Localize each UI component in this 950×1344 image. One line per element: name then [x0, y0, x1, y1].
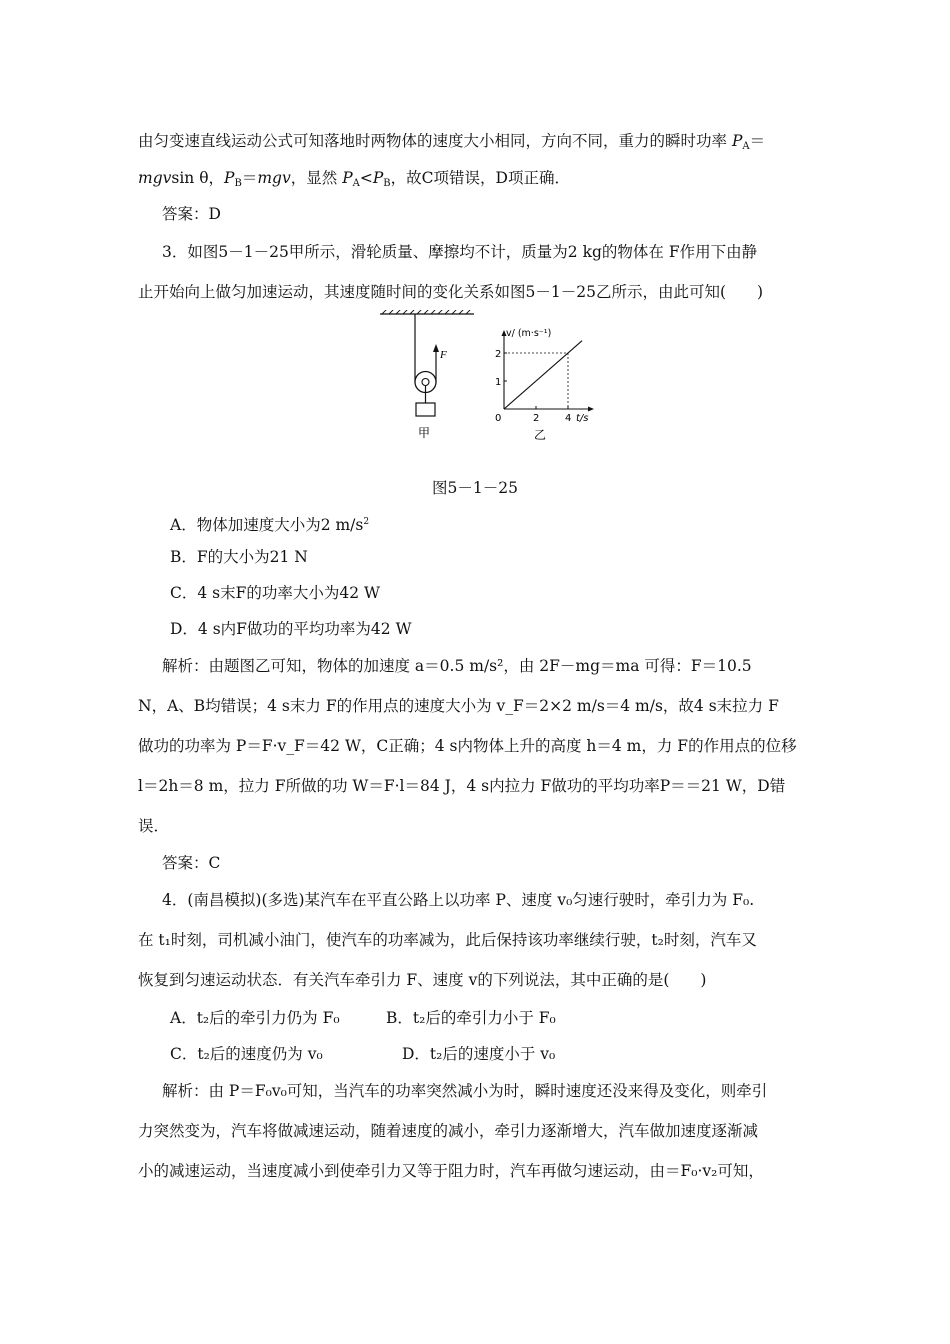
solution-3-line-2: N，A、B均错误；4 s末力 F的作用点的速度大小为 v_F＝2×2 m/s＝4 m/s，故4 s末拉力 F [138, 697, 779, 715]
subscript: B [383, 178, 391, 189]
solution-3-line-3: 做功的功率为 P＝F·v_F＝42 W，C正确；4 s内物体上升的高度 h＝4 m，力 F的作用点的位移 [138, 737, 797, 755]
solution-4-line-1: 解析：由 P＝F₀v₀可知，当汽车的功率突然减小为时，瞬时速度还没来得及变化，则牵引 [162, 1082, 768, 1100]
mass-block [416, 403, 435, 416]
x-tick-label: 2 [533, 413, 540, 424]
text-line [138, 168, 570, 194]
subscript: B [234, 178, 242, 189]
y-tick-label: 1 [495, 377, 502, 388]
answer-1: 答案：D [162, 205, 221, 223]
q4-option-b: B．t₂后的牵引力小于 F₀ [386, 1009, 556, 1027]
symbol: mgv [257, 169, 291, 187]
y-tick-label: 2 [495, 349, 502, 360]
figure-label-right: 乙 [534, 428, 547, 442]
pulley-axle [422, 379, 429, 386]
q4-option-d: D．t₂后的速度小于 v₀ [402, 1045, 556, 1063]
symbol: P [224, 169, 235, 187]
series-line [504, 341, 582, 409]
option-text: A．物体加速度大小为2 m/s [170, 516, 364, 534]
figure-caption: 图5－1－25 [432, 479, 518, 497]
solution-3-line-1: 解析：由题图乙可知，物体的加速度 a＝0.5 m/s²，由 2F－mg＝ma 可得：F＝10.5 [162, 657, 752, 675]
velocity-time-graph [480, 325, 600, 443]
question-3-line-1: 3．如图5－1－25甲所示，滑轮质量、摩擦均不计，质量为2 kg的物体在 F作用下由静 [162, 243, 758, 261]
solution-4-line-3: 小的减速运动，当速度减小到使牵引力又等于阻力时，汽车再做匀速运动，由＝F₀·v₂可知， [138, 1162, 764, 1180]
option-a [170, 512, 369, 535]
question-3-line-2: 止开始向上做匀加速运动，其速度随时间的变化关系如图5－1－25乙所示，由此可知( ) [138, 283, 764, 301]
symbol: P [731, 132, 743, 150]
text-segment: 由匀变速直线运动公式可知落地时两物体的速度大小相同，方向不同，重力的瞬时功率 [138, 132, 732, 150]
text-segment: ，故C项错误，D项正确． [390, 169, 570, 187]
text-line [138, 131, 765, 157]
answer-3: 答案：C [162, 854, 221, 872]
option-c: C．4 s末F的功率大小为42 W [170, 584, 380, 602]
text-segment: sin θ， [171, 169, 225, 187]
symbol: mgv [138, 169, 172, 187]
text-segment: ＝ [241, 169, 258, 187]
subscript: A [352, 178, 360, 189]
figure-label-left: 甲 [418, 426, 431, 440]
x-axis-label: t/s [576, 413, 589, 424]
question-4-line-3: 恢复到匀速运动状态．有关汽车牵引力 F、速度 v的下列说法，其中正确的是( ) [138, 971, 707, 989]
x-tick-label: 4 [565, 413, 572, 424]
symbol: P [372, 169, 384, 187]
x-tick-label: 0 [495, 413, 502, 424]
superscript: 2 [363, 517, 370, 527]
text-segment: < [359, 169, 373, 187]
option-d: D．4 s内F做功的平均功率为42 W [170, 620, 412, 638]
force-label: F [440, 349, 447, 361]
x-axis-arrow [588, 407, 594, 412]
option-b: B．F的大小为21 N [170, 548, 308, 566]
force-arrow [433, 344, 439, 352]
question-4-line-2: 在 t₁时刻，司机减小油门，使汽车的功率减为，此后保持该功率继续行驶，t₂时刻，汽车又 [138, 931, 757, 949]
question-4-line-1: 4．(南昌模拟)(多选)某汽车在平直公路上以功率 P、速度 v₀匀速行驶时，牵引力为 F₀. [162, 891, 755, 909]
solution-3-line-5: 误． [138, 817, 170, 835]
q4-option-c: C．t₂后的速度仍为 v₀ [170, 1045, 323, 1063]
y-axis-label: v/ (m·s⁻¹) [506, 328, 552, 339]
solution-3-line-4: l＝2h＝8 m，拉力 F所做的功 W＝F·l＝84 J，4 s内拉力 F做功的平均功率P＝＝21 W，D错 [138, 777, 786, 795]
subscript: A [742, 141, 750, 152]
text-segment: ＝ [749, 132, 766, 150]
q4-option-a: A．t₂后的牵引力仍为 F₀ [170, 1009, 340, 1027]
solution-4-line-2: 力突然变为，汽车将做减速运动，随着速度的减小，牵引力逐渐增大，汽车做加速度逐渐减 [138, 1122, 759, 1140]
symbol: P [342, 169, 353, 187]
text-segment: ，显然 [290, 169, 343, 187]
pulley-figure [378, 310, 478, 440]
